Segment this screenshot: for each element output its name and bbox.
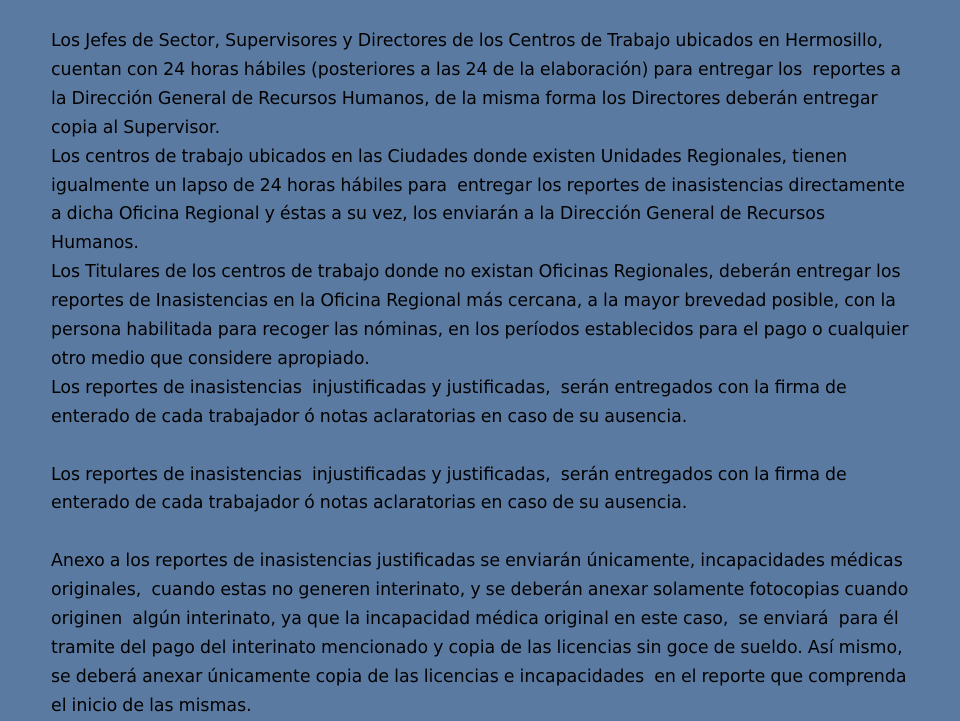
text-body <box>51 27 916 721</box>
paragraph-hermosillo: Los Jefes de Sector, Supervisores y Directores de los Centros de Trabajo ubicados en Hermosillo, cuentan con 24 horas hábiles (posteriores a las 24 de la elaboración) para entregar los reportes a la Dirección General de Recursos Humanos, de la misma forma los Directores deberán entregar copia al Supervisor. <box>51 31 907 138</box>
paragraph-unidades-regionales: Los centros de trabajo ubicados en las Ciudades donde existen Unidades Regionales, tienen igualmente un lapso de 24 horas hábiles para entregar los reportes de inasistencias directamente a dicha Oficina Regional y éstas a su vez, los enviarán a la Dirección General de Recursos Humanos. <box>51 146 910 254</box>
paragraph-reportes-firma-repeat: Los reportes de inasistencias injustificadas y justificadas, serán entregados con la firma de enterado de cada trabajador ó notas aclaratorias en caso de su ausencia. <box>51 464 852 514</box>
paragraph-anexo: Anexo a los reportes de inasistencias justificadas se enviarán únicamente, incapacidades médicas originales, cuando estas no generen interinato, y se deberán anexar solamente fotocopias cuando originen algún interinato, ya que la incapacidad médica original en este caso, se enviará para él tramite del pago del interinato mencionado y copia de las licencias sin goce de sueldo. Así mismo, se deberá anexar únicamente copia de las licencias e incapacidades en el reporte que comprenda el inicio de las mismas. <box>51 551 914 716</box>
paragraph-reportes-firma: Los reportes de inasistencias injustificadas y justificadas, serán entregados con la firma de enterado de cada trabajador ó notas aclaratorias en caso de su ausencia. <box>51 377 852 427</box>
blank-line <box>51 518 916 547</box>
blank-line <box>51 432 916 461</box>
paragraph-titulares: Los Titulares de los centros de trabajo donde no existan Oficinas Regionales, deberán entregar los reportes de Inasistencias en la Oficina Regional más cercana, a la mayor brevedad posible, con la persona habilitada para recoger las nóminas, en los períodos establecidos para el pago o cualquier otro medio que considere apropiado. <box>51 262 914 369</box>
